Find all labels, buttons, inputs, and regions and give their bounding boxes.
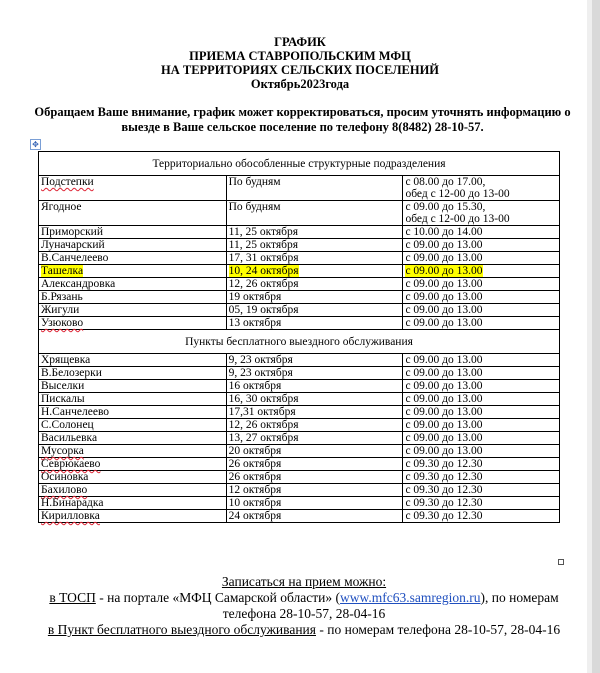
header-subtitle-2: НА ТЕРРИТОРИЯХ СЕЛЬСКИХ ПОСЕЛЕНИЙ: [160, 63, 440, 77]
time-cell-text: с 09.00 до 13.00: [405, 445, 483, 457]
table-row: [39, 406, 560, 419]
date-cell-text: 13 октября: [228, 317, 282, 329]
date-cell-text: 17,31 октября: [228, 406, 296, 418]
time-cell-break: обед с 12-00 до 13-00: [405, 188, 510, 200]
date-cell: [226, 252, 403, 265]
date-cell-text: 9, 23 октября: [228, 367, 293, 379]
date-cell: [226, 176, 403, 201]
date-cell: [226, 354, 403, 367]
place-cell-text: Луначарский: [41, 239, 105, 251]
date-cell: [226, 471, 403, 484]
time-cell-text: с 09.30 до 12.30: [405, 471, 483, 483]
date-cell: [226, 406, 403, 419]
time-cell: [403, 419, 560, 432]
section-heading: Территориально обособленные структурные подразделения: [39, 152, 560, 176]
move-handle-icon[interactable]: ✥: [30, 139, 41, 150]
tosp-label: в ТОСП: [49, 590, 96, 605]
time-cell-text: с 09.00 до 13.00: [405, 432, 483, 444]
place-cell: [39, 304, 227, 317]
date-cell: [226, 445, 403, 458]
date-cell-text: 12 октября: [228, 484, 282, 496]
time-cell-text: с 08.00 до 17.00,: [405, 176, 486, 188]
time-cell-text: с 09.00 до 13.00: [405, 393, 483, 405]
place-cell: [39, 278, 227, 291]
table-row: [39, 497, 560, 510]
table-row: [39, 445, 560, 458]
table-row: [39, 471, 560, 484]
notice-text: Обращаем Ваше внимание, график может корректироваться, просим уточнять информацию о выезде в Ваше сельское поселение по телефону 8(8482) 28-10-57.: [34, 105, 571, 134]
tosp-text-2: ), по номерам телефона 28-10-57, 28-04-16: [222, 590, 559, 621]
date-cell: [226, 317, 403, 330]
time-cell: [403, 354, 560, 367]
time-cell-text: с 09.30 до 12.30: [405, 484, 483, 496]
place-cell: [39, 419, 227, 432]
table-row: [39, 317, 560, 330]
date-cell-text: 05, 19 октября: [228, 304, 299, 316]
date-cell-text: 13, 27 октября: [228, 432, 299, 444]
time-cell-text: с 09.30 до 12.30: [405, 510, 483, 522]
place-cell-text: Б.Рязань: [41, 291, 83, 303]
date-cell-text: 17, 31 октября: [228, 252, 299, 264]
date-cell: [226, 304, 403, 317]
time-cell: [403, 484, 560, 497]
date-cell: [226, 393, 403, 406]
place-cell-text: С.Солонец: [41, 419, 94, 431]
place-cell-text: Жигули: [41, 304, 80, 316]
time-cell-text: с 09.30 до 12.30: [405, 458, 483, 470]
date-cell-text: 12, 26 октября: [228, 419, 299, 431]
table-row: [39, 367, 560, 380]
date-cell-text: 10, 24 октября: [228, 265, 299, 277]
place-cell: [39, 445, 227, 458]
place-cell-text: В.Белозерки: [41, 367, 102, 379]
time-cell: [403, 176, 560, 201]
section-heading: Пункты бесплатного выездного обслуживания: [39, 330, 560, 354]
time-cell: [403, 393, 560, 406]
time-cell-text: с 09.00 до 13.00: [405, 406, 483, 418]
date-cell-text: 20 октября: [228, 445, 282, 457]
date-cell: [226, 458, 403, 471]
place-cell-text: Осиновка: [41, 471, 89, 483]
place-cell: [39, 432, 227, 445]
place-cell: [39, 380, 227, 393]
place-cell: [39, 367, 227, 380]
place-cell: [39, 239, 227, 252]
place-cell: [39, 201, 227, 226]
portal-link[interactable]: www.mfc63.samregion.ru: [340, 590, 481, 605]
table-row: [39, 304, 560, 317]
date-cell: [226, 367, 403, 380]
footer-tosp: [28, 590, 580, 622]
place-cell-text: Подстепки: [41, 176, 94, 188]
place-cell: [39, 226, 227, 239]
place-cell: [39, 252, 227, 265]
time-cell: [403, 252, 560, 265]
footer: [28, 574, 580, 638]
punkt-text: - по номерам телефона 28-10-57, 28-04-16: [316, 622, 561, 637]
place-cell: [39, 393, 227, 406]
header-title: ГРАФИК: [274, 35, 326, 49]
place-cell-text: Мусорка: [41, 445, 84, 457]
table-row: [39, 393, 560, 406]
place-cell-text: Ташелка: [41, 265, 84, 277]
date-cell: [226, 432, 403, 445]
place-cell-text: Узюково: [41, 317, 84, 329]
header-period: Октябрь2023года: [250, 77, 350, 91]
date-cell-text: 16 октября: [228, 380, 282, 392]
date-cell-text: 24 октября: [228, 510, 282, 522]
table-row: [39, 239, 560, 252]
table-section-row: [39, 152, 560, 176]
time-cell: [403, 278, 560, 291]
place-cell-text: В.Санчелеево: [41, 252, 109, 264]
time-cell: [403, 265, 560, 278]
place-cell-text: Хрящевка: [41, 354, 91, 366]
place-cell-text: Кирилловка: [41, 510, 100, 522]
date-cell: [226, 497, 403, 510]
date-cell-text: 11, 25 октября: [228, 239, 299, 251]
date-cell-text: 16, 30 октября: [228, 393, 299, 405]
footer-title: Записаться на прием можно:: [221, 574, 387, 589]
place-cell: [39, 291, 227, 304]
time-cell: [403, 201, 560, 226]
time-cell: [403, 239, 560, 252]
tosp-text-1: - на портале «МФЦ Самарской области» (: [95, 590, 341, 605]
date-cell: [226, 419, 403, 432]
time-cell: [403, 291, 560, 304]
time-cell-text: с 09.00 до 13.00: [405, 278, 483, 290]
place-cell: [39, 354, 227, 367]
table-row: [39, 176, 560, 201]
date-cell: [226, 484, 403, 497]
time-cell-text: с 09.30 до 12.30: [405, 497, 483, 509]
date-cell-text: 26 октября: [228, 471, 282, 483]
place-cell: [39, 176, 227, 201]
table-section-row: [39, 330, 560, 354]
table-row: [39, 484, 560, 497]
time-cell: [403, 406, 560, 419]
date-cell-text: 12, 26 октября: [228, 278, 299, 290]
document-header: [0, 35, 600, 91]
time-cell: [403, 432, 560, 445]
schedule-table: [38, 151, 560, 523]
time-cell-break: обед с 12-00 до 13-00: [405, 213, 510, 225]
time-cell: [403, 380, 560, 393]
place-cell-text: Севрюкаево: [41, 458, 101, 470]
table-row: [39, 226, 560, 239]
punkt-label: в Пункт бесплатного выездного обслуживания: [47, 622, 316, 637]
time-cell-text: с 09.00 до 13.00: [405, 304, 483, 316]
date-cell-text: По будням: [228, 176, 281, 188]
date-cell: [226, 265, 403, 278]
place-cell-text: Выселки: [41, 380, 85, 392]
footer-punkt: [28, 622, 580, 638]
place-cell-text: Н.Бинарадка: [41, 497, 104, 509]
table-row: [39, 291, 560, 304]
table-resize-handle[interactable]: [558, 559, 564, 565]
time-cell: [403, 304, 560, 317]
date-cell: [226, 291, 403, 304]
page-scroll-edge: [592, 0, 600, 673]
table-row: [39, 201, 560, 226]
place-cell: [39, 458, 227, 471]
place-cell-text: Васильевка: [41, 432, 98, 444]
date-cell: [226, 201, 403, 226]
time-cell-text: с 09.00 до 13.00: [405, 367, 483, 379]
date-cell-text: 11, 25 октября: [228, 226, 299, 238]
time-cell: [403, 510, 560, 523]
date-cell: [226, 278, 403, 291]
table-row: [39, 278, 560, 291]
table-row: [39, 432, 560, 445]
table-row: [39, 510, 560, 523]
place-cell: [39, 471, 227, 484]
place-cell-text: Н.Санчелеево: [41, 406, 110, 418]
date-cell-text: 9, 23 октября: [228, 354, 293, 366]
date-cell-text: По будням: [228, 201, 281, 213]
place-cell: [39, 510, 227, 523]
place-cell: [39, 265, 227, 278]
time-cell-text: с 09.00 до 13.00: [405, 239, 483, 251]
header-subtitle-1: ПРИЕМА СТАВРОПОЛЬСКИМ МФЦ: [189, 49, 411, 63]
place-cell: [39, 406, 227, 419]
place-cell-text: Бахилово: [41, 484, 88, 496]
time-cell: [403, 471, 560, 484]
time-cell: [403, 317, 560, 330]
table-row: [39, 265, 560, 278]
place-cell: [39, 497, 227, 510]
date-cell-text: 26 октября: [228, 458, 282, 470]
time-cell-text: с 09.00 до 13.00: [405, 419, 483, 431]
time-cell-text: с 09.00 до 13.00: [405, 317, 483, 329]
time-cell-text: с 09.00 до 13.00: [405, 380, 483, 392]
time-cell-text: с 09.00 до 15.30,: [405, 201, 486, 213]
place-cell-text: Приморский: [41, 226, 103, 238]
time-cell: [403, 367, 560, 380]
place-cell: [39, 317, 227, 330]
table-row: [39, 458, 560, 471]
table-row: [39, 419, 560, 432]
time-cell: [403, 445, 560, 458]
table-row: [39, 354, 560, 367]
date-cell-text: 10 октября: [228, 497, 282, 509]
time-cell: [403, 226, 560, 239]
time-cell: [403, 458, 560, 471]
time-cell-text: с 10.00 до 14.00: [405, 226, 483, 238]
place-cell-text: Александровка: [41, 278, 116, 290]
time-cell-text: с 09.00 до 13.00: [405, 291, 483, 303]
date-cell: [226, 380, 403, 393]
place-cell-text: Ягодное: [41, 201, 82, 213]
place-cell: [39, 484, 227, 497]
date-cell: [226, 510, 403, 523]
time-cell-text: с 09.00 до 13.00: [405, 265, 483, 277]
time-cell-text: с 09.00 до 13.00: [405, 354, 483, 366]
date-cell: [226, 239, 403, 252]
date-cell: [226, 226, 403, 239]
table-row: [39, 252, 560, 265]
place-cell-text: Пискалы: [41, 393, 85, 405]
table-row: [39, 380, 560, 393]
time-cell-text: с 09.00 до 13.00: [405, 252, 483, 264]
date-cell-text: 19 октября: [228, 291, 282, 303]
time-cell: [403, 497, 560, 510]
